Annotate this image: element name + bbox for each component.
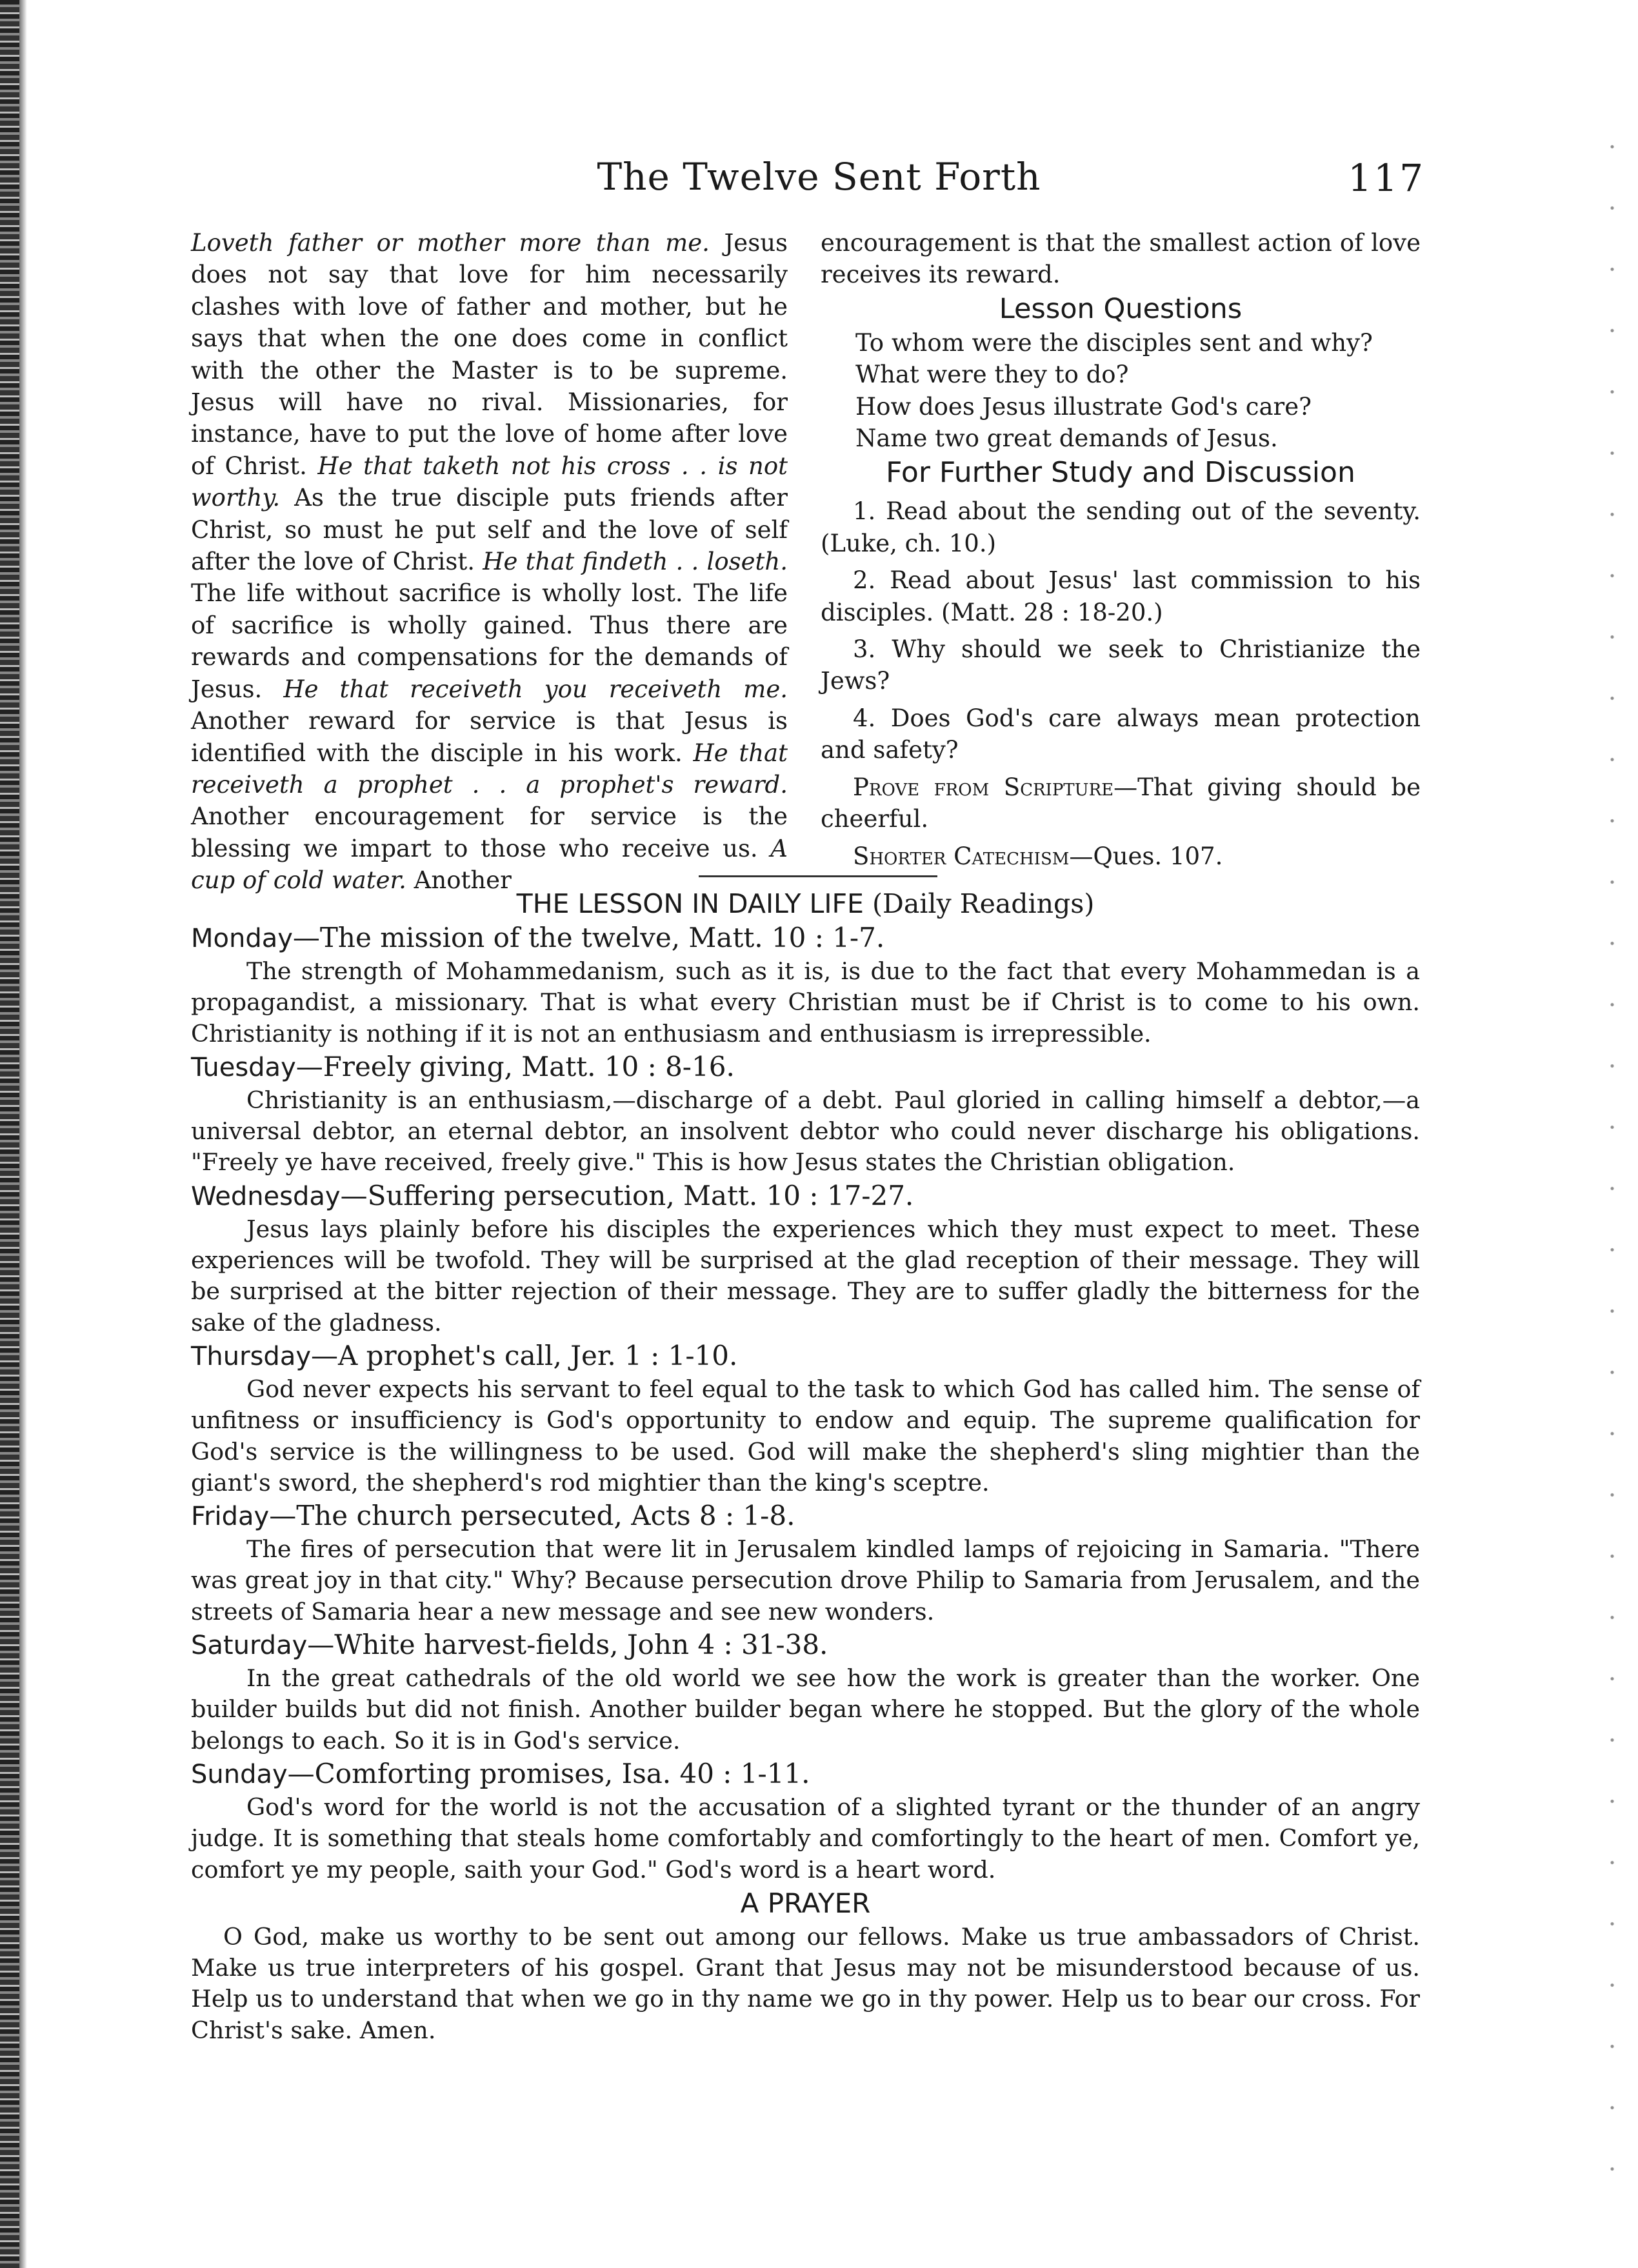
scripture-phrase: He that taketh not his cross . . is not worthy. [191,452,788,512]
day-reading: —The church persecuted, Acts 8 : 1-8. [269,1500,795,1532]
day-text: Christianity is an enthusiasm,—discharge of a debt. Paul gloried in calling himself a debtor,—a universal debtor, an eternal debtor, an insolvent debtor who could never discharge his obligations. "Freely ye have received, freely give." This is how Jesus states the Christian obligation. [191,1086,1420,1177]
page-header [0,155,1638,206]
study-item: 3. Why should we seek to Christianize the Jews? [821,635,1421,695]
shorter-catechism [821,841,1421,872]
lesson-questions-heading: Lesson Questions [999,292,1243,325]
day-reading: —White harvest-fields, John 4 : 31-38. [307,1629,828,1661]
day-name: Tuesday [191,1052,296,1082]
left-column [191,227,788,897]
scripture-phrase: He that findeth . . loseth. [483,548,788,576]
commentary-text: As the true disciple puts friends after Christ, so must he put self and the love of self after the love of Christ. [191,484,788,576]
page-binding-edge [0,0,19,2268]
day-heading-friday [191,1498,1420,1534]
day-reading: —A prophet's call, Jer. 1 : 1-10. [311,1339,738,1371]
further-study-heading: For Further Study and Discussion [886,456,1355,490]
question-item: To whom were the disciples sent and why? [855,328,1373,357]
prove-from-scripture [821,771,1421,835]
day-text: Jesus lays plainly before his disciples the experiences which they must expect to meet. These experiences will be twofold. They will be surprised at the glad reception of their message. They will be surprised at the bitter rejection of their message. They are to suffer gladly the bitterness for the sake of the gladness. [191,1215,1420,1337]
day-heading-monday [191,920,1420,956]
scripture-phrase: He that receiveth you receiveth me. [283,675,788,703]
right-column [821,227,1421,872]
commentary-text: The life without sacrifice is wholly lost. The life of sacrifice is wholly gained. Thus there are rewards and compensations for the demands of Jesus. [191,579,788,703]
commentary-text: Another reward for service is that Jesus is identified with the disciple in his work. [191,707,788,767]
day-reading: —The mission of the twelve, Matt. 10 : 1-7. [292,922,885,953]
page-number: 117 [1348,156,1425,200]
question-item: What were they to do? [855,361,1129,389]
question-item: Name two great demands of Jesus. [855,424,1278,453]
day-text: God's word for the world is not the accusation of a slighted tyrant or the thunder of an angry judge. It is something that steals home comfortably and comfortingly to the heart of men. Comfort ye, comfort ye my people, saith your God." God's word is a heart word. [191,1793,1420,1884]
daily-life-heading: THE LESSON IN DAILY LIFE [516,888,864,919]
day-name: Thursday [191,1341,311,1371]
prayer-heading: A PRAYER [740,1887,871,1919]
prove-label: Prove from Scripture [853,773,1114,801]
day-reading: —Suffering persecution, Matt. 10 : 17-27. [340,1179,914,1211]
day-heading-tuesday [191,1049,1420,1085]
question-item: How does Jesus illustrate God's care? [855,392,1312,421]
prayer-text: O God, make us worthy to be sent out among our fellows. Make us true ambassadors of Christ. Make us true interpreters of his gospel. Grant that Jesus may not be misunderstood because of us. Help us to understand that when we go in thy name we go in thy power. Help us to bear our cross. For Christ's sake. Amen. [191,1922,1420,2044]
binding-shadow [19,0,27,2268]
catechism-text: —Ques. 107. [1069,842,1223,870]
daily-life-section [191,887,1420,2046]
day-heading-thursday [191,1338,1420,1374]
day-name: Friday [191,1502,270,1532]
study-item: 4. Does God's care always mean protection and safety? [821,704,1421,764]
running-title: The Twelve Sent Forth [597,155,1041,199]
study-item: 2. Read about Jesus' last commission to his disciples. (Matt. 28 : 18-20.) [821,566,1421,626]
day-reading: —Freely giving, Matt. 10 : 8-16. [295,1050,735,1082]
scan-specks [1599,116,1625,2180]
daily-life-title [191,887,1420,920]
commentary-text: Another [406,866,512,895]
day-reading: —Comforting promises, Isa. 40 : 1-11. [287,1757,810,1789]
section-divider [699,875,937,877]
scripture-phrase: A cup of cold water. [191,834,788,895]
day-name: Wednesday [191,1181,341,1211]
day-name: Monday [191,924,293,953]
day-text: The strength of Mohammedanism, such as it is, is due to the fact that every Mohammedan is a propagandist, a missionary. That is what every Christian must be if Christ is to come to his own. Christianity is nothing if it is not an enthusiasm and enthusiasm is irrepressible. [191,957,1420,1048]
day-name: Saturday [191,1631,308,1661]
day-text: God never expects his servant to feel equal to the task to which God has called him. The sense of unfitness or insufficiency is God's opportunity to endow and equip. The supreme qualification for God's service is the willingness to be used. God will make the shepherd's sling mightier than the giant's sword, the shepherd's rod mightier than the king's sceptre. [191,1375,1420,1497]
scripture-phrase: He that receiveth a prophet . . a prophet's reward. [191,739,788,799]
day-heading-wednesday [191,1179,1420,1214]
day-heading-saturday [191,1627,1420,1663]
commentary-text: Jesus does not say that love for him necessarily clashes with love of father and mother, but he says that when the one does come in conflict with the other the Master is to be supreme. Jesus will have no rival. Missionaries, for instance, have to put the love of home after love of Christ. [191,229,788,480]
study-item: 1. Read about the sending out of the seventy. (Luke, ch. 10.) [821,497,1421,557]
commentary-text: Another encouragement for service is the blessing we impart to those who receive us. [191,802,788,862]
scripture-phrase: Loveth father or mother more than me. [191,229,710,257]
continuation-text: encouragement is that the smallest action of love receives its reward. [821,229,1421,289]
commentary-paragraph [191,227,788,897]
prove-text: —That giving should be cheerful. [821,773,1421,833]
day-text: The fires of persecution that were lit in Jerusalem kindled lamps of rejoicing in Samaria. "There was great joy in that city." Why? Because persecution drove Philip to Samaria from Jerusalem, and the streets of Samaria hear a new message and see new wonders. [191,1535,1420,1626]
day-heading-sunday [191,1756,1420,1792]
day-name: Sunday [191,1759,288,1789]
day-text: In the great cathedrals of the old world we see how the work is greater than the worker. One builder builds but did not finish. Another builder began where he stopped. But the glory of the whole belongs to each. So it is in God's service. [191,1664,1420,1755]
daily-life-subtitle: (Daily Readings) [863,888,1095,919]
catechism-label: Shorter Catechism [853,842,1070,870]
